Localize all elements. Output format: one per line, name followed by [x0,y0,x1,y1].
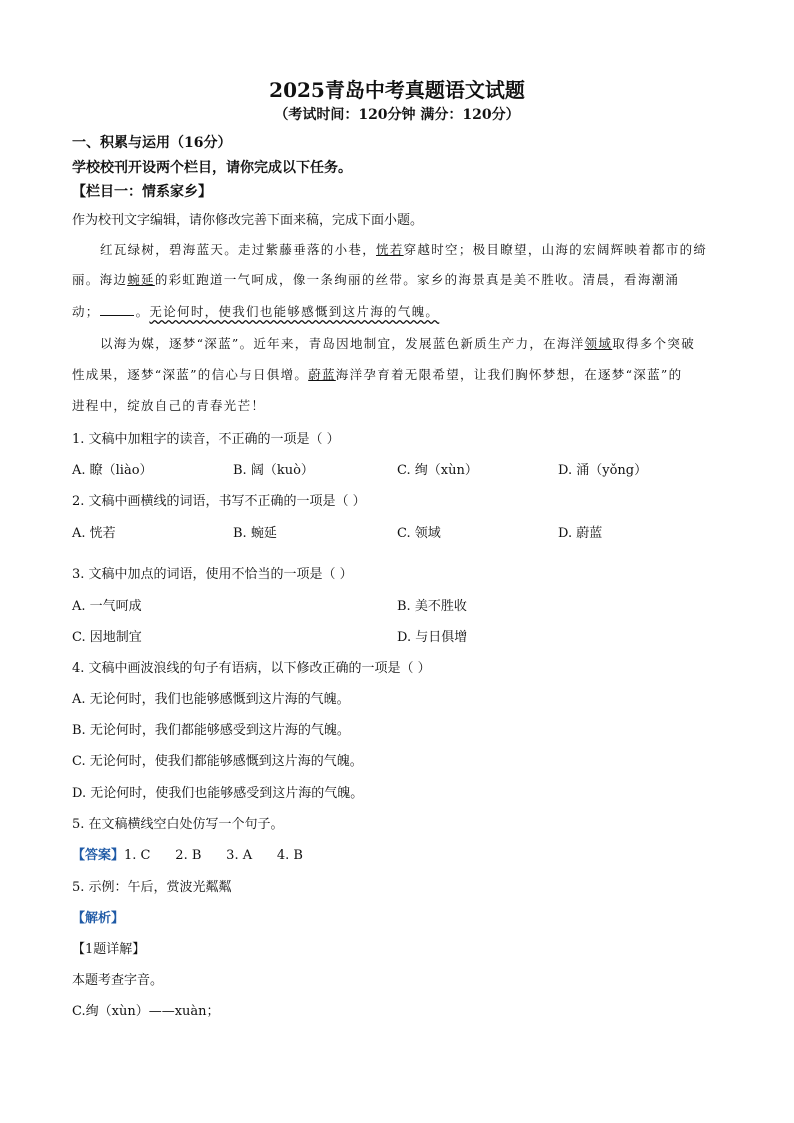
passage-text: 丽。海边 [72,272,128,287]
passage-text: 海洋孕育着无限希望，让我们胸怀梦想，在逐梦“深蓝”的 [335,367,683,382]
option-b: B. 蜿延 [233,526,277,541]
option-b: B. 无论何时，我们都能够感受到这片海的气魄。 [72,723,350,738]
fill-blank [100,303,134,316]
passage-text: 的彩虹跑道一气呵成，像一条绚丽的丝带。家乡的海景真是美不胜收。清晨，看海潮涌 [154,272,680,287]
passage-text: 以海为媒，逐梦“深蓝”。近年来，青岛因地制宜，发展蓝色新质生产力，在海洋 [100,336,585,351]
section-heading: 一、积累与运用（16分） [72,135,232,151]
passage-text: 动； [72,304,100,319]
answer-line [72,844,303,863]
detail-heading: 【1题详解】 [72,942,146,957]
underlined-word: 领域 [584,336,613,351]
question-stem: 5. 在文稿横线空白处仿写一个句子。 [72,817,284,832]
option-c: C. 领域 [397,526,441,541]
question-stem: 3. 文稿中加点的词语，使用不恰当的一项是（ ） [72,567,353,582]
passage-line [72,365,682,383]
option-a: A. 瞭（liào） [72,463,153,478]
underlined-word: 恍若 [376,242,404,257]
question-stem: 2. 文稿中画横线的词语，书写不正确的一项是（ ） [72,494,366,509]
question-stem: 4. 文稿中画波浪线的句子有语病，以下修改正确的一项是（ ） [72,661,431,676]
option-d: D. 蔚蓝 [558,526,603,541]
passage-text: 。 [135,304,150,319]
option-d: D. 与日俱增 [397,630,468,645]
answer-label: 【答案】 [72,848,125,863]
option-a: A. 无论何时，我们也能够感慨到这片海的气魄。 [72,692,350,707]
page-title: 2025青岛中考真题语文试题 [269,78,525,102]
option-d: D. 无论何时，使我们也能够感受到这片海的气魄。 [72,786,364,801]
passage-line [72,302,439,320]
task-intro: 学校校刊开设两个栏目，请你完成以下任务。 [72,160,352,176]
wavy-underlined-sentence: 无论何时，使我们也能够感慨到这片海的气魄。 [149,304,440,319]
option-c: C. 无论何时，使我们都能够感慨到这片海的气魄。 [72,754,363,769]
passage-text: 红瓦绿树，碧海蓝天。走过紫藤垂落的小巷， [100,242,377,257]
passage-line: 进程中，绽放自己的青春光芒！ [72,398,266,413]
option-a: A. 恍若 [72,526,116,541]
option-a: A. 一气呵成 [72,599,142,614]
option-c: C. 绚（xùn） [397,463,478,478]
underlined-word: 蔚蓝 [308,367,336,382]
instruction-text: 作为校刊文字编辑，请你修改完善下面来稿，完成下面小题。 [72,213,424,228]
passage-text: 取得多个突破 [612,336,696,351]
option-b: B. 阔（kuò） [233,463,314,478]
option-c: C. 因地制宜 [72,630,142,645]
answer-q5: 5. 示例：午后，赏波光粼粼 [72,880,232,895]
passage-text: 性成果，逐梦“深蓝”的信心与日俱增。 [72,367,309,382]
passage-line [72,270,679,288]
passage-text: 穿越时空；极目瞭望，山海的宏阔辉映着都市的绮 [403,242,708,257]
passage-line [100,334,695,352]
analysis-text: C.绚（xùn）——xuàn； [72,1004,220,1019]
question-stem: 1. 文稿中加粗字的读音，不正确的一项是（ ） [72,432,340,447]
passage-line [100,240,707,258]
option-d: D. 涌（yǒng） [558,463,648,478]
answer-items: 1. C 2. B 3. A 4. B [124,848,303,863]
column-heading: 【栏目一：情系家乡】 [72,184,212,200]
option-b: B. 美不胜收 [397,599,467,614]
analysis-label: 【解析】 [72,911,125,926]
analysis-text: 本题考查字音。 [72,973,164,988]
exam-info: （考试时间：120分钟 满分：120分） [274,107,520,123]
underlined-word: 蜿延 [127,272,155,287]
